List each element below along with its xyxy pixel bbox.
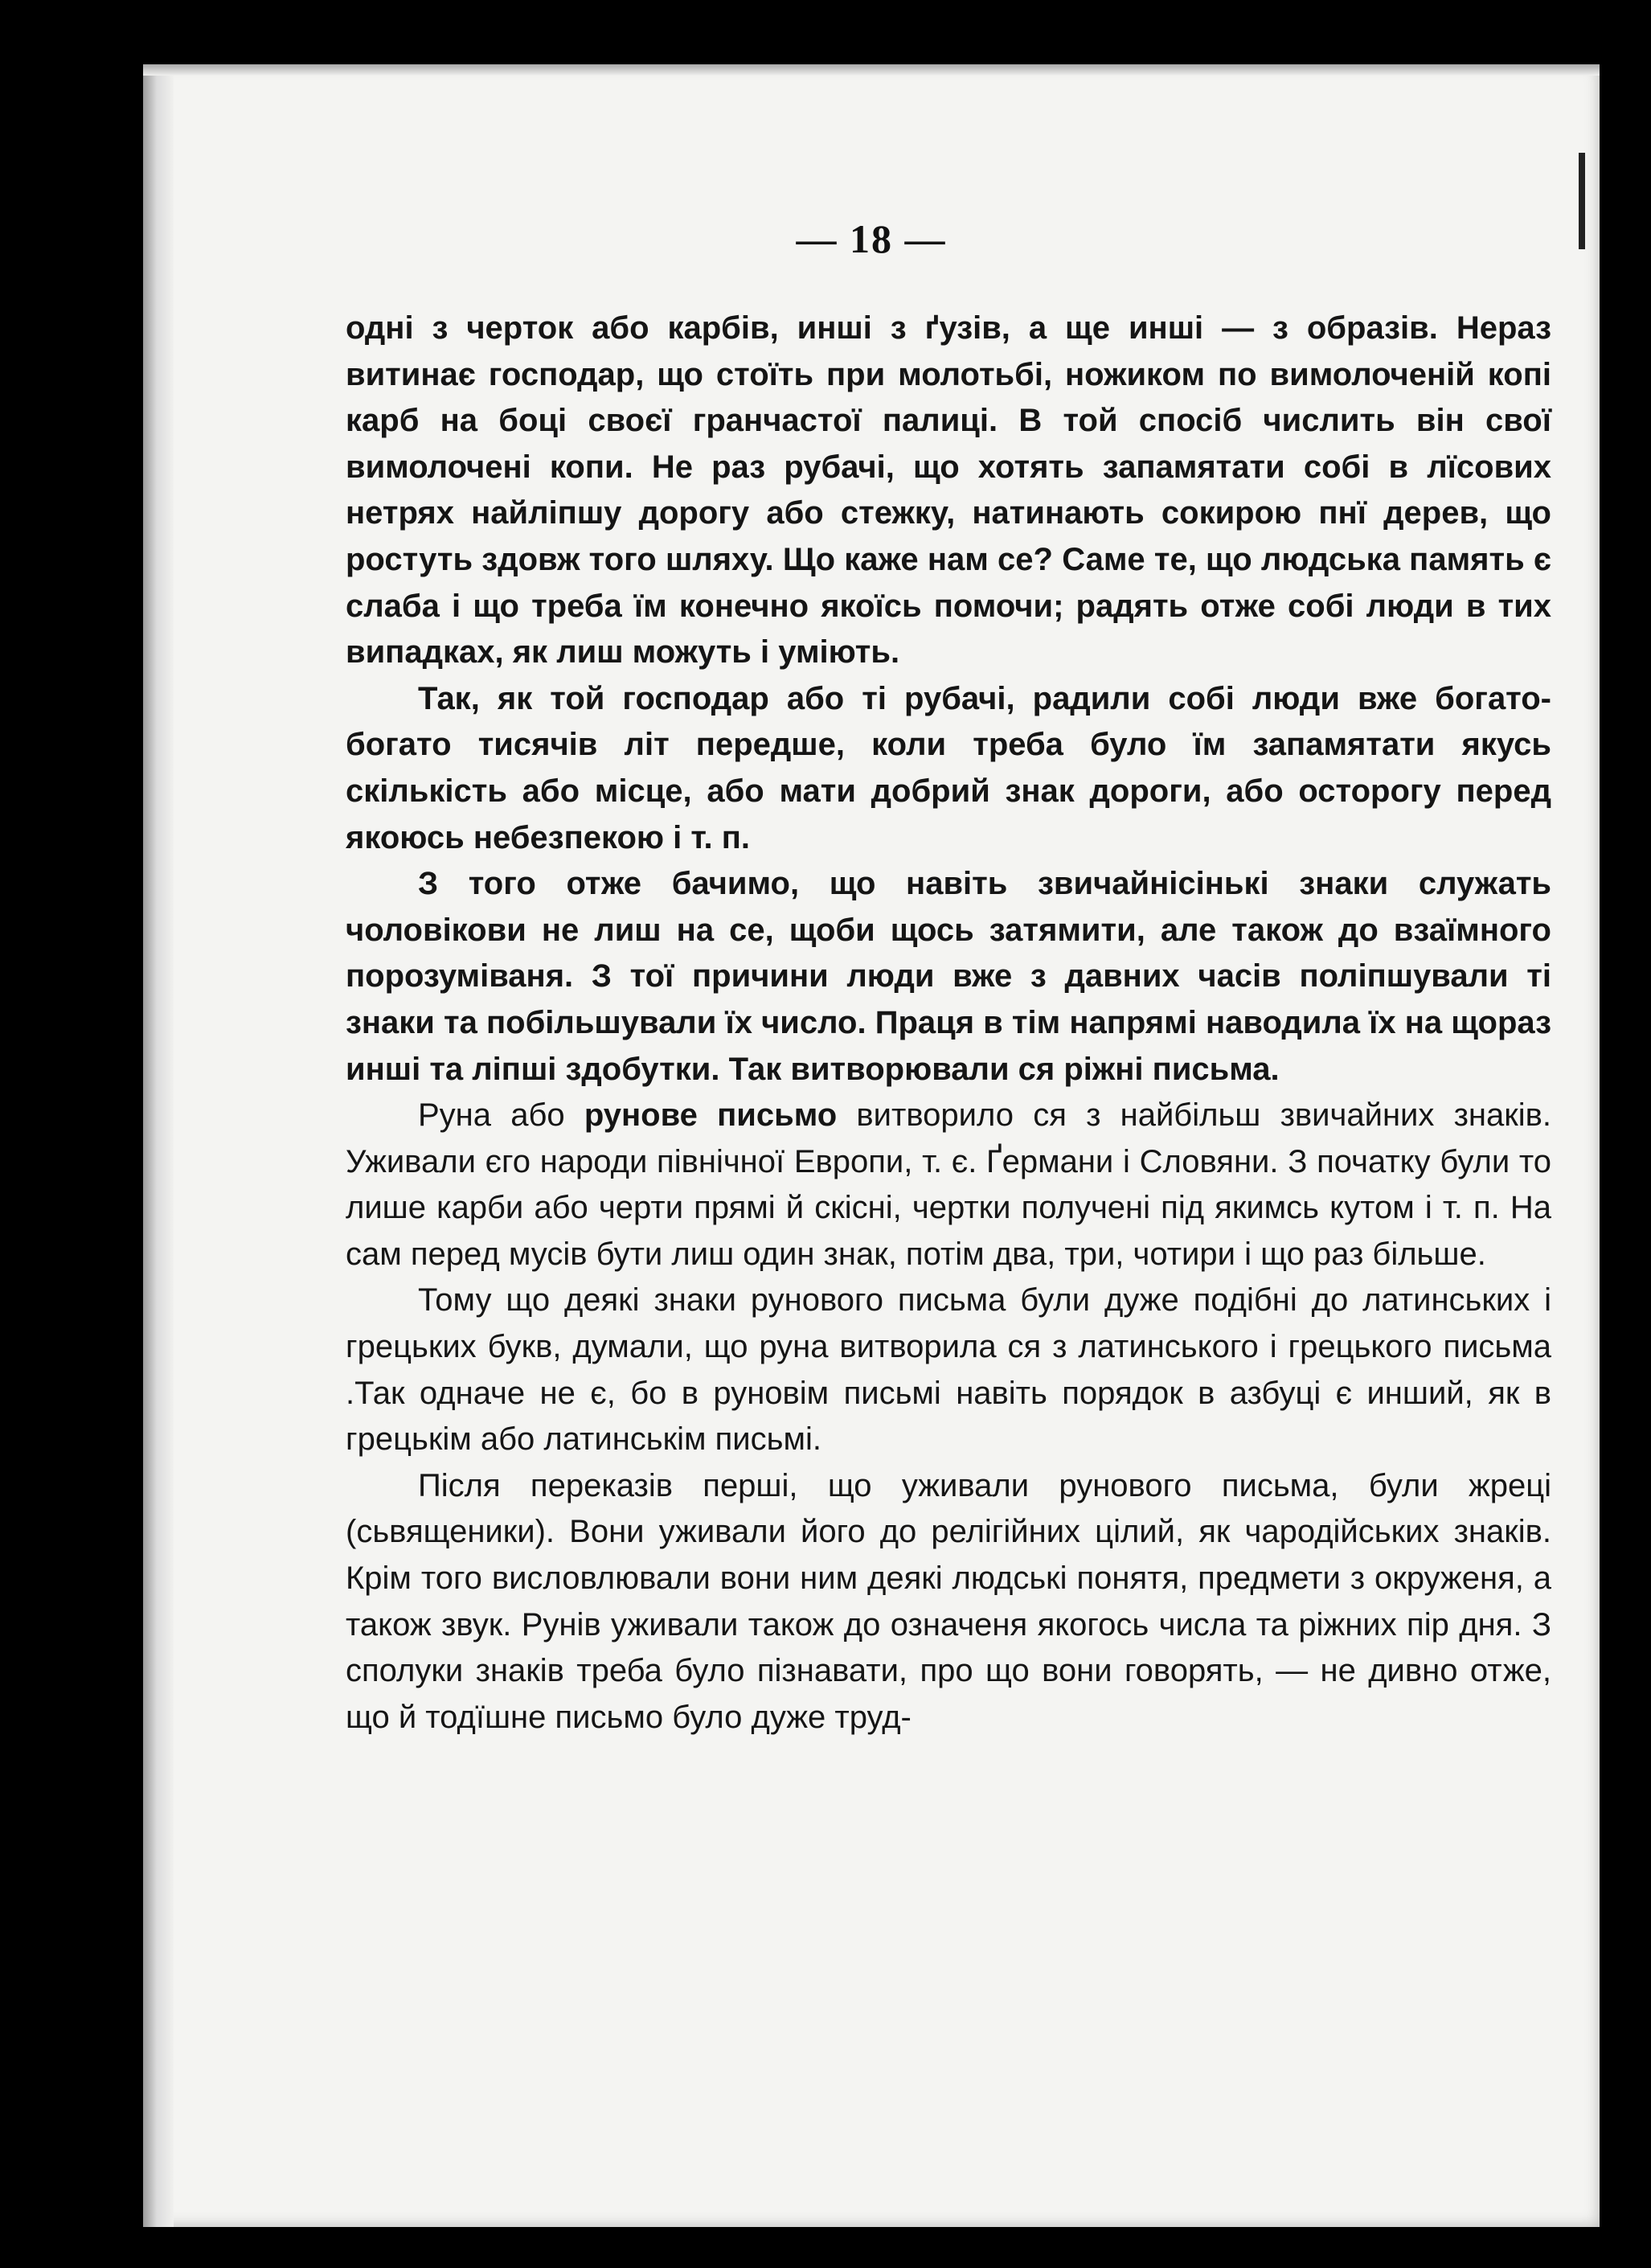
paragraph-4 (346, 1093, 1551, 1278)
page-number: — 18 — (796, 216, 947, 261)
body-text (346, 306, 1551, 1741)
paragraph-1: одні з черток або карбів, инші з ґузів, а ще инші — з образів. Нераз витинає господар, що стоїть при молотьбі, ножиком по вимолоченій копі карб на боці своєї гранчастої палиці. В той спосіб числить він свої вимолочені копи. Не раз рубачі, що хотять запамятати собі в лїсових нетрях найліпшу дорогу або стежку, натинають сокирою пнї дерев, що ростуть здовж того шляху. Що каже нам се? Саме те, що людська память є слаба і що треба їм конечно якоїсь помочи; радять отже собі люди в тих випадках, як лиш можуть і уміють. (346, 310, 1551, 671)
paragraph-4-term: рунове письмо (584, 1097, 838, 1134)
paragraph-4-start: Руна або (418, 1097, 584, 1134)
paragraph-2: Так, як той господар або ті рубачі, радили собі люди вже богато-богато тисячів літ передше, коли треба було їм запамятати якусь скількість або місце, або мати добрий знак дороги, або осторогу перед якоюсь небезпекою і т. п. (346, 680, 1551, 855)
paragraph-5: Тому що деякі знаки рунового письма були дуже подібні до латинських і грецьких букв, думали, що руна витворила ся з латинського і грецького письма .Так одначе не є, бо в руновім письмі навіть порядок в азбуці є инший, як в грецькім або латинськім письмі. (346, 1282, 1551, 1458)
paragraph-6: Після переказів перші, що уживали рунового письма, були жреці (сьвященики). Вони уживали його до релігійних цілий, як чародійських знаків. Крім того висловлювали вони ним деякі людські понятя, предмети з окруженя, а також звук. Рунів уживали також до означеня якогось числа та ріжних пір дня. З сполуки знаків треба було пізнавати, про що вони говорять, — не дивно отже, що й тодїшне письмо було дуже труд- (346, 1467, 1551, 1735)
page-edge-left (143, 64, 174, 2227)
page-edge-top (143, 64, 1600, 76)
paragraph-4-end: витворило ся з найбільш звичайних знаків. Уживали єго народи північної Европи, т. є. Ґермани і Словяни. З початку були то лише карби або черти прямі й скісні, чертки получені під якимсь кутом і т. п. На сам перед мусів бути лиш один знак, потім два, три, чотири і що раз більше. (346, 1097, 1552, 1272)
paragraph-3: З того отже бачимо, що навіть звичайнісінькі знаки служать чоловікови не лиш на се, щоби щось затямити, але також до взаїмного порозуміваня. З тої причини люди вже з давних часів поліпшували ті знаки та побільшували їх число. Праця в тім напрямі наводила їх на щораз инші та ліпші здобутки. Так витворювали ся ріжні письма. (346, 866, 1551, 1087)
